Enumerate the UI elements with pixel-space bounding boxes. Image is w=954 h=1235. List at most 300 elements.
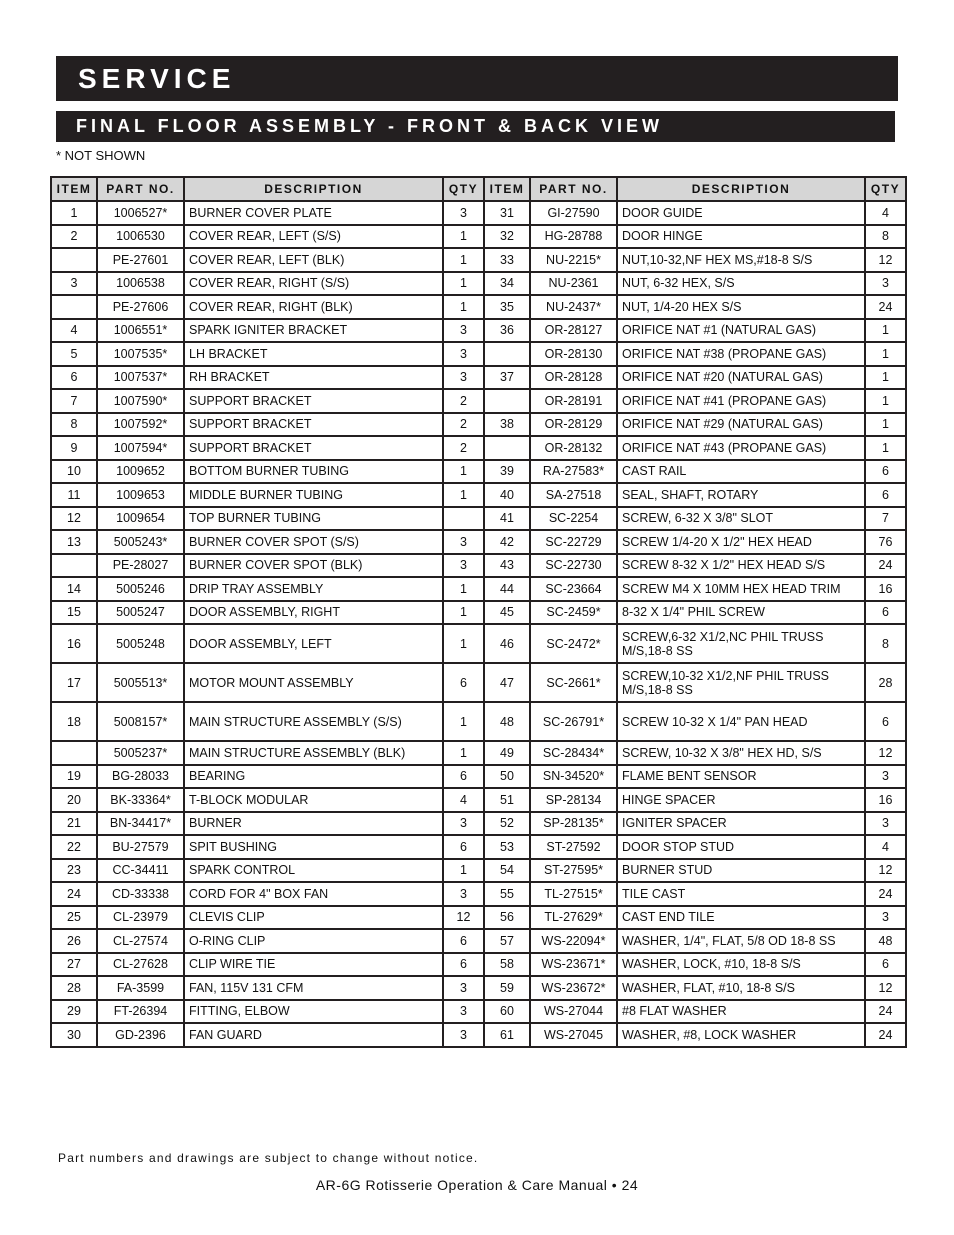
col-header-part-no: PART NO. <box>97 177 184 201</box>
item-cell: 42 <box>484 530 530 554</box>
part-number-cell: CL-27628 <box>97 953 184 977</box>
parts-table-body <box>51 201 906 1047</box>
item-cell: 46 <box>484 624 530 663</box>
col-header-qty: QTY <box>865 177 906 201</box>
qty-cell: 6 <box>443 929 484 953</box>
table-row <box>51 342 906 366</box>
part-number-cell: NU-2215* <box>530 248 617 272</box>
table-row <box>51 507 906 531</box>
qty-cell: 3 <box>443 201 484 225</box>
item-cell: 22 <box>51 835 97 859</box>
description-cell: IGNITER SPACER <box>617 812 865 836</box>
item-cell: 40 <box>484 483 530 507</box>
qty-cell: 24 <box>865 1023 906 1047</box>
qty-cell: 6 <box>443 835 484 859</box>
part-number-cell: BG-28033 <box>97 765 184 789</box>
part-number-cell: WS-27045 <box>530 1023 617 1047</box>
part-number-cell: GI-27590 <box>530 201 617 225</box>
qty-cell: 12 <box>865 741 906 765</box>
qty-cell: 3 <box>865 906 906 930</box>
qty-cell: 28 <box>865 663 906 702</box>
description-cell: HINGE SPACER <box>617 788 865 812</box>
table-row <box>51 741 906 765</box>
item-cell: 49 <box>484 741 530 765</box>
item-cell: 20 <box>51 788 97 812</box>
item-cell: 55 <box>484 882 530 906</box>
item-cell: 8 <box>51 413 97 437</box>
item-cell <box>484 342 530 366</box>
part-number-cell: 1007592* <box>97 413 184 437</box>
qty-cell: 6 <box>865 702 906 741</box>
part-number-cell: CC-34411 <box>97 859 184 883</box>
qty-cell: 6 <box>865 460 906 484</box>
table-row <box>51 483 906 507</box>
part-number-cell: PE-27606 <box>97 295 184 319</box>
description-cell: SUPPORT BRACKET <box>184 389 443 413</box>
item-cell: 47 <box>484 663 530 702</box>
description-cell: SCREW 8-32 X 1/2" HEX HEAD S/S <box>617 554 865 578</box>
description-cell: SPARK CONTROL <box>184 859 443 883</box>
item-cell: 56 <box>484 906 530 930</box>
item-cell: 44 <box>484 577 530 601</box>
description-cell: RH BRACKET <box>184 366 443 390</box>
item-cell: 57 <box>484 929 530 953</box>
part-number-cell: SC-2254 <box>530 507 617 531</box>
table-row <box>51 413 906 437</box>
table-row <box>51 272 906 296</box>
item-cell: 45 <box>484 601 530 625</box>
description-cell: ORIFICE NAT #43 (PROPANE GAS) <box>617 436 865 460</box>
part-number-cell: CD-33338 <box>97 882 184 906</box>
part-number-cell: 1006538 <box>97 272 184 296</box>
item-cell: 39 <box>484 460 530 484</box>
table-row <box>51 953 906 977</box>
description-cell: TOP BURNER TUBING <box>184 507 443 531</box>
table-row <box>51 577 906 601</box>
description-cell: SUPPORT BRACKET <box>184 436 443 460</box>
qty-cell: 3 <box>865 272 906 296</box>
part-number-cell: 1006530 <box>97 225 184 249</box>
parts-table <box>50 176 907 1048</box>
item-cell: 38 <box>484 413 530 437</box>
table-row <box>51 929 906 953</box>
table-row <box>51 530 906 554</box>
part-number-cell: SP-28135* <box>530 812 617 836</box>
qty-cell: 1 <box>865 436 906 460</box>
part-number-cell: 5005513* <box>97 663 184 702</box>
item-cell: 18 <box>51 702 97 741</box>
item-cell: 52 <box>484 812 530 836</box>
part-number-cell: BK-33364* <box>97 788 184 812</box>
col-header-description: DESCRIPTION <box>617 177 865 201</box>
description-cell: ORIFICE NAT #20 (NATURAL GAS) <box>617 366 865 390</box>
item-cell: 9 <box>51 436 97 460</box>
table-row <box>51 882 906 906</box>
table-row <box>51 201 906 225</box>
description-cell: O-RING CLIP <box>184 929 443 953</box>
part-number-cell: 1009652 <box>97 460 184 484</box>
description-cell: ORIFICE NAT #38 (PROPANE GAS) <box>617 342 865 366</box>
item-cell: 36 <box>484 319 530 343</box>
description-cell: COVER REAR, RIGHT (BLK) <box>184 295 443 319</box>
col-header-part-no: PART NO. <box>530 177 617 201</box>
table-row <box>51 366 906 390</box>
part-number-cell: WS-27044 <box>530 1000 617 1024</box>
qty-cell: 2 <box>443 413 484 437</box>
part-number-cell: PE-27601 <box>97 248 184 272</box>
qty-cell: 1 <box>865 413 906 437</box>
table-row <box>51 1023 906 1047</box>
item-cell: 51 <box>484 788 530 812</box>
qty-cell: 3 <box>865 812 906 836</box>
part-number-cell: BU-27579 <box>97 835 184 859</box>
description-cell: BURNER STUD <box>617 859 865 883</box>
part-number-cell: 5005243* <box>97 530 184 554</box>
part-number-cell: OR-28132 <box>530 436 617 460</box>
item-cell: 31 <box>484 201 530 225</box>
item-cell: 60 <box>484 1000 530 1024</box>
qty-cell: 24 <box>865 1000 906 1024</box>
description-cell: BOTTOM BURNER TUBING <box>184 460 443 484</box>
item-cell: 33 <box>484 248 530 272</box>
description-cell: SCREW,6-32 X1/2,NC PHIL TRUSS M/S,18-8 SS <box>617 624 865 663</box>
description-cell: SUPPORT BRACKET <box>184 413 443 437</box>
table-row <box>51 319 906 343</box>
part-number-cell: 1006527* <box>97 201 184 225</box>
qty-cell: 1 <box>865 319 906 343</box>
description-cell: SCREW M4 X 10MM HEX HEAD TRIM <box>617 577 865 601</box>
qty-cell: 16 <box>865 577 906 601</box>
item-cell: 12 <box>51 507 97 531</box>
qty-cell: 6 <box>865 601 906 625</box>
qty-cell: 2 <box>443 389 484 413</box>
table-row <box>51 554 906 578</box>
item-cell: 27 <box>51 953 97 977</box>
table-row <box>51 976 906 1000</box>
section-subtitle: FINAL FLOOR ASSEMBLY - FRONT & BACK VIEW <box>56 111 895 142</box>
description-cell: BURNER <box>184 812 443 836</box>
part-number-cell: NU-2437* <box>530 295 617 319</box>
description-cell: CLEVIS CLIP <box>184 906 443 930</box>
qty-cell: 6 <box>865 953 906 977</box>
qty-cell: 1 <box>865 366 906 390</box>
qty-cell: 1 <box>443 483 484 507</box>
part-number-cell: SN-34520* <box>530 765 617 789</box>
description-cell: WASHER, FLAT, #10, 18-8 S/S <box>617 976 865 1000</box>
qty-cell: 3 <box>443 530 484 554</box>
item-cell <box>51 295 97 319</box>
part-number-cell: SC-2472* <box>530 624 617 663</box>
item-cell: 32 <box>484 225 530 249</box>
description-cell: ORIFICE NAT #41 (PROPANE GAS) <box>617 389 865 413</box>
part-number-cell: TL-27515* <box>530 882 617 906</box>
description-cell: CAST RAIL <box>617 460 865 484</box>
not-shown-note: * NOT SHOWN <box>56 148 146 163</box>
item-cell: 3 <box>51 272 97 296</box>
col-header-item: ITEM <box>484 177 530 201</box>
table-row <box>51 295 906 319</box>
table-row <box>51 788 906 812</box>
description-cell: SCREW 1/4-20 X 1/2" HEX HEAD <box>617 530 865 554</box>
description-cell: BURNER COVER SPOT (BLK) <box>184 554 443 578</box>
part-number-cell: 1007590* <box>97 389 184 413</box>
description-cell: COVER REAR, RIGHT (S/S) <box>184 272 443 296</box>
qty-cell: 3 <box>443 554 484 578</box>
item-cell: 19 <box>51 765 97 789</box>
description-cell: TILE CAST <box>617 882 865 906</box>
part-number-cell: WS-22094* <box>530 929 617 953</box>
item-cell <box>51 741 97 765</box>
qty-cell: 3 <box>443 1023 484 1047</box>
part-number-cell: RA-27583* <box>530 460 617 484</box>
description-cell: NUT, 1/4-20 HEX S/S <box>617 295 865 319</box>
part-number-cell: OR-28191 <box>530 389 617 413</box>
item-cell: 28 <box>51 976 97 1000</box>
section-header: SERVICE <box>56 56 898 101</box>
description-cell: DOOR STOP STUD <box>617 835 865 859</box>
item-cell: 6 <box>51 366 97 390</box>
part-number-cell: SC-23664 <box>530 577 617 601</box>
description-cell: SCREW, 6-32 X 3/8" SLOT <box>617 507 865 531</box>
description-cell: SPIT BUSHING <box>184 835 443 859</box>
description-cell: FITTING, ELBOW <box>184 1000 443 1024</box>
part-number-cell: 1007535* <box>97 342 184 366</box>
description-cell: WASHER, 1/4", FLAT, 5/8 OD 18-8 SS <box>617 929 865 953</box>
qty-cell: 1 <box>865 389 906 413</box>
qty-cell: 3 <box>443 366 484 390</box>
description-cell: BURNER COVER PLATE <box>184 201 443 225</box>
qty-cell: 1 <box>443 702 484 741</box>
part-number-cell: WS-23672* <box>530 976 617 1000</box>
description-cell: NUT, 6-32 HEX, S/S <box>617 272 865 296</box>
qty-cell: 24 <box>865 882 906 906</box>
qty-cell: 1 <box>443 225 484 249</box>
part-number-cell: SC-26791* <box>530 702 617 741</box>
qty-cell: 12 <box>865 248 906 272</box>
part-number-cell: SP-28134 <box>530 788 617 812</box>
item-cell: 29 <box>51 1000 97 1024</box>
item-cell: 2 <box>51 225 97 249</box>
item-cell: 10 <box>51 460 97 484</box>
col-header-description: DESCRIPTION <box>184 177 443 201</box>
table-row <box>51 835 906 859</box>
qty-cell: 3 <box>443 319 484 343</box>
description-cell: DRIP TRAY ASSEMBLY <box>184 577 443 601</box>
footer-notice: Part numbers and drawings are subject to change without notice. <box>58 1151 479 1165</box>
description-cell: DOOR ASSEMBLY, LEFT <box>184 624 443 663</box>
description-cell: COVER REAR, LEFT (S/S) <box>184 225 443 249</box>
item-cell: 48 <box>484 702 530 741</box>
description-cell: CLIP WIRE TIE <box>184 953 443 977</box>
qty-cell: 3 <box>443 976 484 1000</box>
item-cell: 35 <box>484 295 530 319</box>
table-row <box>51 436 906 460</box>
item-cell: 54 <box>484 859 530 883</box>
item-cell: 24 <box>51 882 97 906</box>
description-cell: LH BRACKET <box>184 342 443 366</box>
table-row <box>51 460 906 484</box>
col-header-item: ITEM <box>51 177 97 201</box>
part-number-cell: OR-28129 <box>530 413 617 437</box>
qty-cell: 6 <box>443 953 484 977</box>
table-row <box>51 225 906 249</box>
qty-cell: 12 <box>443 906 484 930</box>
part-number-cell: 1009653 <box>97 483 184 507</box>
description-cell: CORD FOR 4" BOX FAN <box>184 882 443 906</box>
footer-page-label: AR-6G Rotisserie Operation & Care Manual • 24 <box>315 1177 639 1193</box>
part-number-cell: 5008157* <box>97 702 184 741</box>
description-cell: MOTOR MOUNT ASSEMBLY <box>184 663 443 702</box>
part-number-cell: SC-22730 <box>530 554 617 578</box>
item-cell: 13 <box>51 530 97 554</box>
qty-cell: 4 <box>865 201 906 225</box>
part-number-cell: 1007594* <box>97 436 184 460</box>
item-cell: 25 <box>51 906 97 930</box>
description-cell: MAIN STRUCTURE ASSEMBLY (S/S) <box>184 702 443 741</box>
qty-cell: 3 <box>443 812 484 836</box>
description-cell: ORIFICE NAT #1 (NATURAL GAS) <box>617 319 865 343</box>
qty-cell: 1 <box>443 741 484 765</box>
item-cell <box>484 389 530 413</box>
table-row <box>51 248 906 272</box>
description-cell: FAN GUARD <box>184 1023 443 1047</box>
qty-cell: 3 <box>443 882 484 906</box>
item-cell: 30 <box>51 1023 97 1047</box>
part-number-cell: 1007537* <box>97 366 184 390</box>
part-number-cell: TL-27629* <box>530 906 617 930</box>
part-number-cell: CL-23979 <box>97 906 184 930</box>
qty-cell: 1 <box>443 295 484 319</box>
description-cell: DOOR HINGE <box>617 225 865 249</box>
description-cell: MAIN STRUCTURE ASSEMBLY (BLK) <box>184 741 443 765</box>
item-cell: 7 <box>51 389 97 413</box>
qty-cell: 3 <box>443 1000 484 1024</box>
item-cell: 17 <box>51 663 97 702</box>
description-cell: SCREW,10-32 X1/2,NF PHIL TRUSS M/S,18-8 SS <box>617 663 865 702</box>
item-cell: 58 <box>484 953 530 977</box>
part-number-cell: 5005248 <box>97 624 184 663</box>
qty-cell: 1 <box>443 248 484 272</box>
item-cell: 61 <box>484 1023 530 1047</box>
description-cell: 8-32 X 1/4" PHIL SCREW <box>617 601 865 625</box>
table-row <box>51 663 906 702</box>
qty-cell: 24 <box>865 295 906 319</box>
item-cell: 14 <box>51 577 97 601</box>
item-cell: 15 <box>51 601 97 625</box>
part-number-cell: 5005247 <box>97 601 184 625</box>
table-row <box>51 812 906 836</box>
part-number-cell: 5005246 <box>97 577 184 601</box>
item-cell: 43 <box>484 554 530 578</box>
item-cell: 41 <box>484 507 530 531</box>
part-number-cell: WS-23671* <box>530 953 617 977</box>
description-cell: BURNER COVER SPOT (S/S) <box>184 530 443 554</box>
part-number-cell: OR-28127 <box>530 319 617 343</box>
item-cell <box>51 554 97 578</box>
part-number-cell: BN-34417* <box>97 812 184 836</box>
qty-cell: 24 <box>865 554 906 578</box>
table-row <box>51 859 906 883</box>
item-cell: 11 <box>51 483 97 507</box>
qty-cell: 1 <box>443 577 484 601</box>
part-number-cell: ST-27592 <box>530 835 617 859</box>
description-cell: T-BLOCK MODULAR <box>184 788 443 812</box>
item-cell: 1 <box>51 201 97 225</box>
qty-cell: 16 <box>865 788 906 812</box>
description-cell: COVER REAR, LEFT (BLK) <box>184 248 443 272</box>
qty-cell: 7 <box>865 507 906 531</box>
item-cell: 37 <box>484 366 530 390</box>
description-cell: DOOR ASSEMBLY, RIGHT <box>184 601 443 625</box>
qty-cell: 6 <box>443 765 484 789</box>
description-cell: SCREW 10-32 X 1/4" PAN HEAD <box>617 702 865 741</box>
item-cell: 21 <box>51 812 97 836</box>
description-cell: #8 FLAT WASHER <box>617 1000 865 1024</box>
description-cell: SCREW, 10-32 X 3/8" HEX HD, S/S <box>617 741 865 765</box>
part-number-cell: SC-2661* <box>530 663 617 702</box>
part-number-cell: CL-27574 <box>97 929 184 953</box>
qty-cell: 8 <box>865 225 906 249</box>
part-number-cell: SC-22729 <box>530 530 617 554</box>
qty-cell: 3 <box>443 342 484 366</box>
qty-cell: 6 <box>865 483 906 507</box>
description-cell: SPARK IGNITER BRACKET <box>184 319 443 343</box>
item-cell: 59 <box>484 976 530 1000</box>
item-cell: 50 <box>484 765 530 789</box>
part-number-cell: NU-2361 <box>530 272 617 296</box>
part-number-cell: 1009654 <box>97 507 184 531</box>
qty-cell: 1 <box>443 272 484 296</box>
item-cell <box>484 436 530 460</box>
qty-cell: 6 <box>443 663 484 702</box>
qty-cell <box>443 507 484 531</box>
description-cell: WASHER, LOCK, #10, 18-8 S/S <box>617 953 865 977</box>
description-cell: FLAME BENT SENSOR <box>617 765 865 789</box>
table-row <box>51 389 906 413</box>
part-number-cell: HG-28788 <box>530 225 617 249</box>
item-cell: 26 <box>51 929 97 953</box>
part-number-cell: OR-28130 <box>530 342 617 366</box>
part-number-cell: OR-28128 <box>530 366 617 390</box>
qty-cell: 4 <box>865 835 906 859</box>
qty-cell: 8 <box>865 624 906 663</box>
item-cell: 4 <box>51 319 97 343</box>
qty-cell: 1 <box>443 624 484 663</box>
item-cell: 34 <box>484 272 530 296</box>
description-cell: SEAL, SHAFT, ROTARY <box>617 483 865 507</box>
qty-cell: 1 <box>443 601 484 625</box>
qty-cell: 2 <box>443 436 484 460</box>
part-number-cell: 5005237* <box>97 741 184 765</box>
part-number-cell: SC-28434* <box>530 741 617 765</box>
table-row <box>51 906 906 930</box>
qty-cell: 1 <box>865 342 906 366</box>
qty-cell: 3 <box>865 765 906 789</box>
qty-cell: 4 <box>443 788 484 812</box>
qty-cell: 12 <box>865 859 906 883</box>
qty-cell: 76 <box>865 530 906 554</box>
item-cell: 53 <box>484 835 530 859</box>
description-cell: WASHER, #8, LOCK WASHER <box>617 1023 865 1047</box>
item-cell <box>51 248 97 272</box>
table-header-row <box>51 177 906 201</box>
description-cell: FAN, 115V 131 CFM <box>184 976 443 1000</box>
part-number-cell: ST-27595* <box>530 859 617 883</box>
description-cell: DOOR GUIDE <box>617 201 865 225</box>
qty-cell: 12 <box>865 976 906 1000</box>
table-row <box>51 1000 906 1024</box>
table-row <box>51 624 906 663</box>
